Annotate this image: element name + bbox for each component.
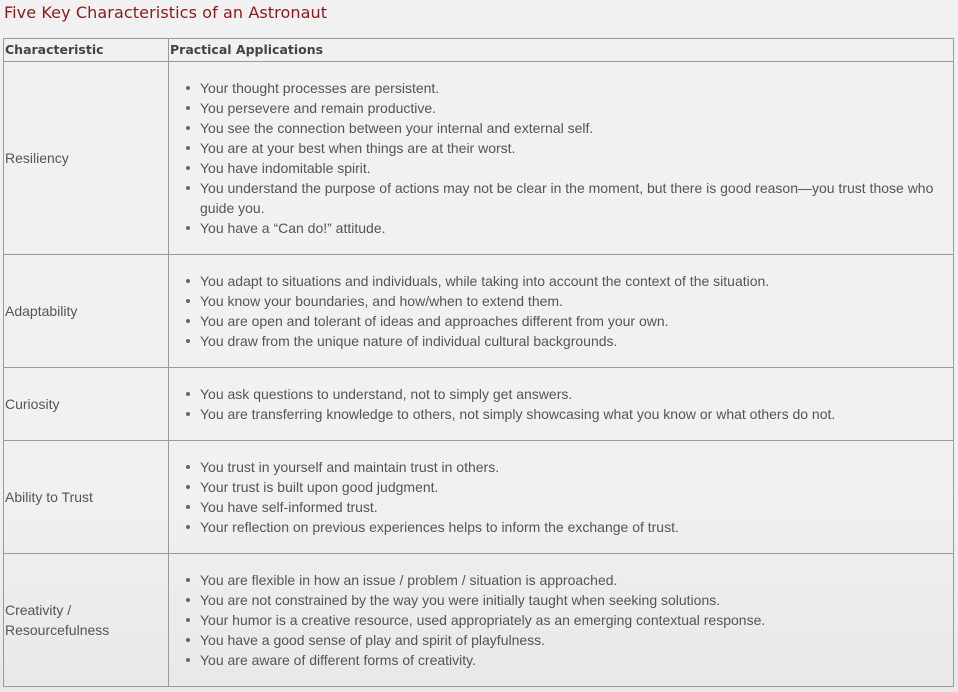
table-row-adaptability: [4, 255, 954, 368]
list-item: Your reflection on previous experiences helps to inform the exchange of trust.: [200, 517, 953, 537]
list-item: You adapt to situations and individuals, while taking into account the context of the situation.: [200, 271, 953, 291]
characteristic-name: Creativity / Resourcefulness: [4, 554, 169, 687]
characteristic-name: Resiliency: [4, 62, 169, 255]
table-row-ability-to-trust: [4, 441, 954, 554]
table-row-resiliency: [4, 62, 954, 255]
header-practical-applications: Practical Applications: [169, 39, 954, 62]
applications-cell: [169, 441, 954, 554]
characteristic-name: Ability to Trust: [4, 441, 169, 554]
applications-list: [170, 457, 953, 537]
characteristics-table: [3, 38, 954, 687]
characteristic-name: Curiosity: [4, 368, 169, 441]
list-item: You are aware of different forms of creativity.: [200, 650, 953, 670]
list-item: Your thought processes are persistent.: [200, 78, 953, 98]
list-item: You are at your best when things are at their worst.: [200, 138, 953, 158]
applications-cell: [169, 554, 954, 687]
table-row-curiosity: [4, 368, 954, 441]
list-item: You know your boundaries, and how/when to extend them.: [200, 291, 953, 311]
list-item: You understand the purpose of actions may not be clear in the moment, but there is good reason—you trust those who guide you.: [200, 178, 953, 218]
applications-cell: [169, 368, 954, 441]
applications-cell: [169, 62, 954, 255]
list-item: You are not constrained by the way you were initially taught when seeking solutions.: [200, 590, 953, 610]
list-item: You trust in yourself and maintain trust in others.: [200, 457, 953, 477]
header-characteristic: Characteristic: [4, 39, 169, 62]
list-item: You have indomitable spirit.: [200, 158, 953, 178]
list-item: You have self-informed trust.: [200, 497, 953, 517]
list-item: You draw from the unique nature of individual cultural backgrounds.: [200, 331, 953, 351]
applications-list: [170, 271, 953, 351]
applications-list: [170, 570, 953, 670]
list-item: You are flexible in how an issue / problem / situation is approached.: [200, 570, 953, 590]
applications-list: [170, 78, 953, 238]
table-row-creativity-resourcefulness: [4, 554, 954, 687]
applications-list: [170, 384, 953, 424]
characteristic-name: Adaptability: [4, 255, 169, 368]
list-item: You have a good sense of play and spirit of playfulness.: [200, 630, 953, 650]
page-title: Five Key Characteristics of an Astronaut: [4, 3, 328, 22]
list-item: You persevere and remain productive.: [200, 98, 953, 118]
applications-cell: [169, 255, 954, 368]
list-item: You are transferring knowledge to others, not simply showcasing what you know or what others do not.: [200, 404, 953, 424]
list-item: You have a “Can do!” attitude.: [200, 218, 953, 238]
list-item: Your trust is built upon good judgment.: [200, 477, 953, 497]
table-header-row: [4, 39, 954, 62]
list-item: You ask questions to understand, not to simply get answers.: [200, 384, 953, 404]
list-item: You see the connection between your internal and external self.: [200, 118, 953, 138]
list-item: Your humor is a creative resource, used appropriately as an emerging contextual response.: [200, 610, 953, 630]
list-item: You are open and tolerant of ideas and approaches different from your own.: [200, 311, 953, 331]
